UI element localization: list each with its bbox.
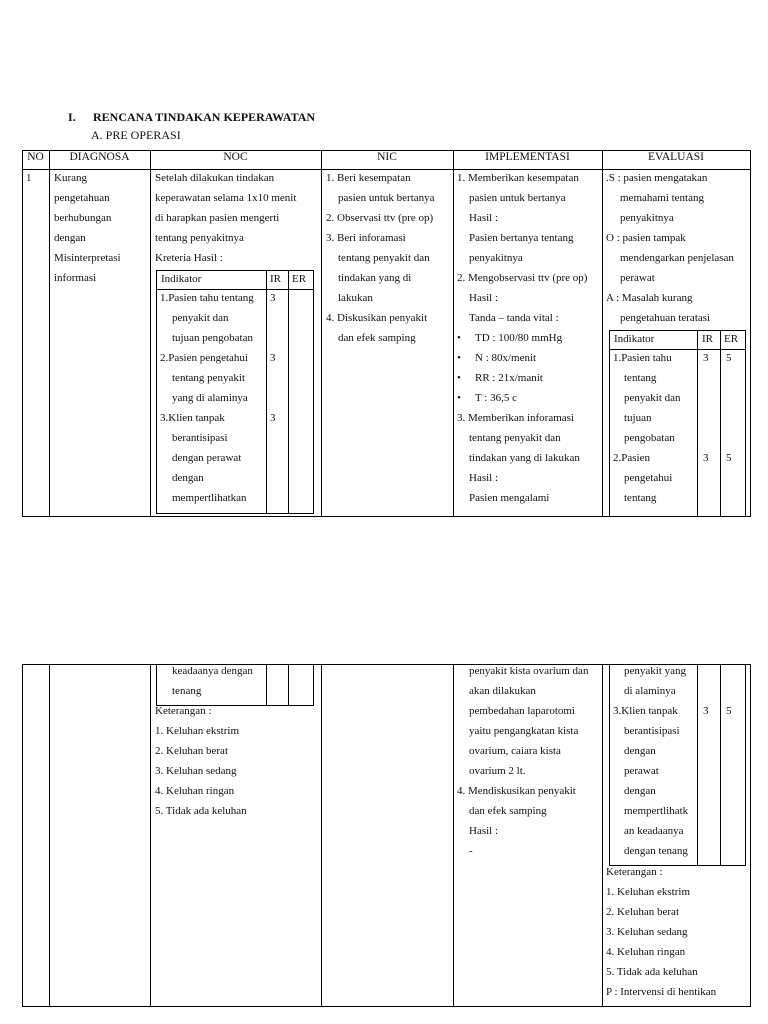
noc-ir-value: 3: [270, 352, 276, 364]
noc-line: Kreteria Hasil :: [155, 252, 223, 264]
header-diagnosa: DIAGNOSA: [69, 151, 130, 163]
eval-indicator-item: pengetahui: [624, 472, 673, 484]
nic-line: 1. Beri kesempatan: [326, 172, 411, 184]
eval-ir-header: IR: [702, 333, 713, 345]
nic-line: 2. Observasi ttv (pre op): [326, 212, 434, 224]
header-evaluasi: EVALUASI: [647, 151, 704, 163]
noc-indicator-item: 1.Pasien tahu tentang: [160, 292, 254, 304]
eval-line: pengetahuan teratasi: [620, 312, 711, 324]
eval-indicator-item: dengan: [624, 745, 656, 757]
eval-line: O : pasien tampak: [606, 232, 686, 244]
noc-ir-value: 3: [270, 292, 276, 304]
noc-indicator-item: mempertlihatkan: [172, 492, 247, 504]
impl-line: yaitu pengangkatan kista: [469, 725, 579, 737]
noc-indicator-rows-cont: [172, 661, 253, 701]
evaluasi-cell: [606, 168, 734, 328]
noc-indicator-item: penyakit dan: [172, 312, 229, 324]
impl-line: penyakitnya: [469, 252, 523, 264]
vital-td: [457, 328, 587, 348]
noc-indicator-rows: [160, 288, 254, 508]
eval-indicator-item: 2.Pasien: [613, 452, 650, 464]
diagnosa-line: Misinterpretasi: [54, 252, 121, 264]
impl-line: penyakit kista ovarium dan: [469, 665, 589, 677]
nic-line: lakukan: [338, 292, 373, 304]
impl-line: Tanda – tanda vital :: [469, 312, 559, 324]
diagnosa-line: berhubungan: [54, 212, 112, 224]
nic-line: tentang penyakit dan: [338, 252, 430, 264]
impl-line: pembedahan laparotomi: [469, 705, 575, 717]
vital-n: [457, 348, 587, 368]
noc-legend-line: 2. Keluhan berat: [155, 745, 228, 757]
eval-ir-value: 3: [703, 705, 709, 717]
section-number: I.: [68, 110, 76, 124]
subsection-title: A. PRE OPERASI: [91, 128, 181, 142]
impl-line: 2. Mengobservasi ttv (pre op): [457, 272, 588, 284]
eval-legend-line: 2. Keluhan berat: [606, 906, 679, 918]
impl-line: Hasil :: [469, 212, 499, 224]
row-number: 1: [26, 172, 32, 184]
noc-indicator-item: keadaanya dengan: [172, 665, 253, 677]
impl-line: Hasil :: [469, 472, 499, 484]
noc-indicator-item: tenang: [172, 685, 202, 697]
vital-text: N : 80x/menit: [475, 352, 537, 364]
header-no: NO: [27, 151, 44, 163]
eval-line: .S : pasien mengatakan: [606, 172, 708, 184]
eval-er-value: 5: [726, 705, 732, 717]
noc-indicator-item: dengan: [172, 472, 204, 484]
section-title: RENCANA TINDAKAN KEPERAWATAN: [93, 110, 316, 124]
vital-text: TD : 100/80 mmHg: [475, 332, 563, 344]
vital-text: RR : 21x/manit: [475, 372, 543, 384]
noc-line: keperawatan selama 1x10 menit: [155, 192, 297, 204]
eval-indicator-item: tentang: [624, 372, 657, 384]
diagnosa-line: pengetahuan: [54, 192, 110, 204]
impl-line: Hasil :: [469, 292, 499, 304]
noc-ir-value: 3: [270, 412, 276, 424]
noc-ir-values: [270, 288, 276, 428]
implementasi-cell-cont: [457, 661, 588, 861]
eval-indicator-item: tujuan: [624, 412, 652, 424]
diagnosa-line: dengan: [54, 232, 86, 244]
noc-legend-line: 4. Keluhan ringan: [155, 785, 235, 797]
noc-indicator-item: berantisipasi: [172, 432, 228, 444]
noc-ir-header: IR: [270, 273, 281, 285]
diagnosa-cell: [54, 168, 121, 288]
header-implementasi: IMPLEMENTASI: [485, 151, 570, 163]
eval-er-header: ER: [724, 333, 739, 345]
eval-indicator-rows-cont: [613, 661, 688, 861]
eval-ir-value: 3: [703, 352, 709, 364]
eval-line: memahami tentang: [620, 192, 704, 204]
noc-indicator-item: tentang penyakit: [172, 372, 246, 384]
noc-line: tentang penyakitnya: [155, 232, 244, 244]
noc-indicator-item: yang di alaminya: [172, 392, 248, 404]
eval-indicator-item: 1.Pasien tahu: [613, 352, 672, 364]
impl-line: 4. Mendiskusikan penyakit: [457, 785, 576, 797]
eval-indicator-header: Indikator: [614, 333, 655, 345]
noc-line: Setelah dilakukan tindakan: [155, 172, 275, 184]
eval-indicator-item: dengan: [624, 785, 656, 797]
eval-ir-value: 3: [703, 452, 709, 464]
noc-indicator-item: tujuan pengobatan: [172, 332, 253, 344]
header-nic: NIC: [377, 151, 397, 163]
vital-text: T : 36,5 c: [475, 392, 517, 404]
eval-line: mendengarkan penjelasan: [620, 252, 734, 264]
noc-legend-line: 1. Keluhan ekstrim: [155, 725, 240, 737]
eval-indicator-item: penyakit dan: [624, 392, 681, 404]
eval-legend-line: 3. Keluhan sedang: [606, 926, 688, 938]
noc-indicator-item: 3.Klien tanpak: [160, 412, 225, 424]
eval-indicator-item: mempertlihatk: [624, 805, 689, 817]
impl-line: ovarium 2 lt.: [469, 765, 526, 777]
diagnosa-line: informasi: [54, 272, 97, 284]
eval-er-value: 5: [726, 352, 732, 364]
eval-indicator-item: perawat: [624, 765, 659, 777]
bullet-icon: •: [457, 392, 461, 404]
vital-t: [457, 388, 587, 408]
impl-line: dan efek samping: [469, 805, 547, 817]
header-noc: NOC: [223, 151, 248, 163]
noc-cell: [155, 168, 296, 268]
eval-legend-line: 5. Tidak ada keluhan: [606, 966, 698, 978]
noc-indicator-item: 2.Pasien pengetahui: [160, 352, 248, 364]
eval-indicator-item: penyakit yang: [624, 665, 687, 677]
nic-line: tindakan yang di: [338, 272, 412, 284]
impl-line: Pasien mengalami: [469, 492, 550, 504]
impl-line: 1. Memberikan kesempatan: [457, 172, 579, 184]
noc-legend-line: Keterangan :: [155, 705, 212, 717]
bullet-icon: •: [457, 372, 461, 384]
eval-legend: [606, 862, 716, 1002]
noc-er-header: ER: [292, 273, 307, 285]
noc-indicator-header: Indikator: [161, 273, 202, 285]
impl-line: tentang penyakit dan: [469, 432, 561, 444]
nic-line: pasien untuk bertanya: [338, 192, 435, 204]
impl-line: ovarium, caiara kista: [469, 745, 561, 757]
eval-legend-line: P : Intervensi di hentikan: [606, 986, 717, 998]
eval-indicator-item: dengan tenang: [624, 845, 688, 857]
eval-line: perawat: [620, 272, 655, 284]
eval-indicator-rows: [613, 348, 681, 508]
eval-line: A : Masalah kurang: [606, 292, 693, 304]
noc-legend-line: 5. Tidak ada keluhan: [155, 805, 247, 817]
impl-line: Hasil :: [469, 825, 499, 837]
noc-legend: [155, 701, 247, 821]
eval-indicator-item: pengobatan: [624, 432, 675, 444]
nic-line: dan efek samping: [338, 332, 416, 344]
eval-legend-line: 1. Keluhan ekstrim: [606, 886, 691, 898]
nic-line: 3. Beri inforamasi: [326, 232, 406, 244]
eval-indicator-item: di alaminya: [624, 685, 676, 697]
eval-er-value: 5: [726, 452, 732, 464]
noc-line: di harapkan pasien mengerti: [155, 212, 280, 224]
impl-line: akan dilakukan: [469, 685, 536, 697]
eval-legend-line: 4. Keluhan ringan: [606, 946, 686, 958]
impl-line: Pasien bertanya tentang: [469, 232, 574, 244]
impl-line: 3. Memberikan inforamasi: [457, 412, 574, 424]
diagnosa-line: Kurang: [54, 172, 87, 184]
impl-line: -: [469, 845, 473, 857]
eval-indicator-item: an keadaanya: [624, 825, 684, 837]
eval-indicator-item: tentang: [624, 492, 657, 504]
bullet-icon: •: [457, 352, 461, 364]
implementasi-cell: [457, 168, 587, 508]
vital-rr: [457, 368, 587, 388]
eval-legend-line: Keterangan :: [606, 866, 663, 878]
eval-line: penyakitnya: [620, 212, 674, 224]
nic-cell: [326, 168, 435, 348]
nic-line: 4. Diskusikan penyakit: [326, 312, 428, 324]
impl-line: tindakan yang di lakukan: [469, 452, 580, 464]
noc-indicator-item: dengan perawat: [172, 452, 242, 464]
bullet-icon: •: [457, 332, 461, 344]
impl-line: pasien untuk bertanya: [469, 192, 566, 204]
noc-legend-line: 3. Keluhan sedang: [155, 765, 237, 777]
eval-indicator-item: 3.Klien tanpak: [613, 705, 678, 717]
eval-indicator-item: berantisipasi: [624, 725, 680, 737]
